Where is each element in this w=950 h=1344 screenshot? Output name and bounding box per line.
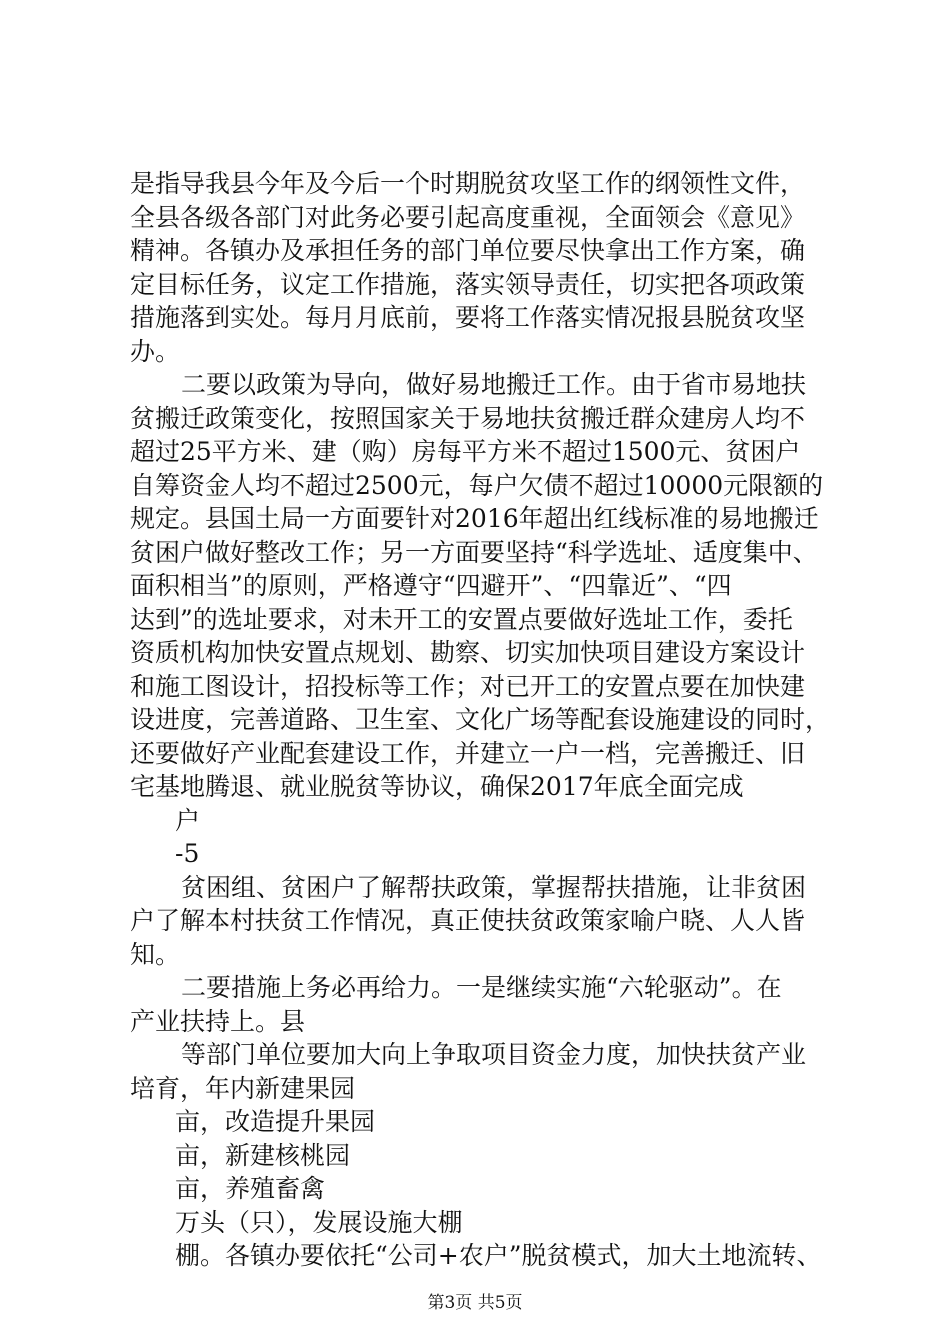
- text-line: 亩，改造提升果园: [175, 1107, 376, 1136]
- text-line: 办。: [130, 336, 181, 366]
- text-line: 知。: [130, 939, 181, 969]
- text-line: 棚。各镇办要依托“公司+农户”脱贫模式，加大土地流转、: [175, 1241, 822, 1270]
- text-line: 资质机构加快安置点规划、勘察、切实加快项目建设方案设计: [130, 638, 806, 667]
- text-line: 规定。县国土局一方面要针对2016年超出红线标准的易地搬迁: [130, 504, 819, 533]
- text-line: 自筹资金人均不超过2500元，每户欠债不超过10000元限额的: [130, 470, 824, 500]
- text-line: 措施落到实处。每月月底前，要将工作落实情况报县脱贫攻坚: [130, 303, 806, 332]
- text-line: 二要以政策为导向，做好易地搬迁工作。由于省市易地扶: [181, 370, 807, 399]
- text-line: 设进度，完善道路、卫生室、文化广场等配套设施建设的同时，: [130, 705, 831, 734]
- text-line: 户了解本村扶贫工作情况，真正使扶贫政策家喻户晓、人人皆: [130, 906, 806, 935]
- text-line: 亩，养殖畜禽: [175, 1174, 326, 1203]
- text-line: 面积相当”的原则，严格遵守“四避开”、“四靠近”、“四: [130, 571, 732, 600]
- text-line: 万头（只），发展设施大棚: [175, 1207, 463, 1237]
- text-line: 贫困组、贫困户了解帮扶政策，掌握帮扶措施，让非贫困: [181, 872, 807, 902]
- page-footer: [0, 1292, 950, 1314]
- text-line: 还要做好产业配套建设工作，并建立一户一档，完善搬迁、旧: [130, 738, 806, 768]
- text-line: 达到”的选址要求，对未开工的安置点要做好选址工作，委托: [130, 604, 793, 634]
- body-text: [130, 167, 850, 1273]
- text-line: 是指导我县今年及今后一个时期脱贫攻坚工作的纲领性文件，: [130, 169, 806, 198]
- text-line: -5: [175, 839, 200, 868]
- page-number: 第3页 共5页: [427, 1293, 523, 1313]
- text-line: 贫困户做好整改工作；另一方面要坚持“科学选址、适度集中、: [130, 537, 818, 567]
- text-line: 产业扶持上。县: [130, 1006, 306, 1036]
- text-line: 二要措施上务必再给力。一是继续实施“六轮驱动”。在: [181, 973, 782, 1002]
- text-line: 全县各级各部门对此务必要引起高度重视，全面领会《意见》: [130, 202, 806, 232]
- text-line: 贫搬迁政策变化，按照国家关于易地扶贫搬迁群众建房人均不: [130, 403, 806, 433]
- text-line: 宅基地腾退、就业脱贫等协议，确保2017年底全面完成: [130, 772, 744, 801]
- text-line: 超过25平方米、建（购）房每平方米不超过1500元、贫困户: [130, 437, 801, 466]
- text-line: 亩，新建核桃园: [175, 1140, 351, 1170]
- text-line: 等部门单位要加大向上争取项目资金力度，加快扶贫产业: [181, 1040, 807, 1069]
- text-line: 户: [175, 805, 201, 835]
- text-line: 和施工图设计，招投标等工作；对已开工的安置点要在加快建: [130, 671, 806, 701]
- text-line: 培育，年内新建果园: [130, 1073, 356, 1103]
- text-line: 定目标任务，议定工作措施，落实领导责任，切实把各项政策: [130, 269, 806, 299]
- text-line: 精神。各镇办及承担任务的部门单位要尽快拿出工作方案，确: [130, 236, 806, 265]
